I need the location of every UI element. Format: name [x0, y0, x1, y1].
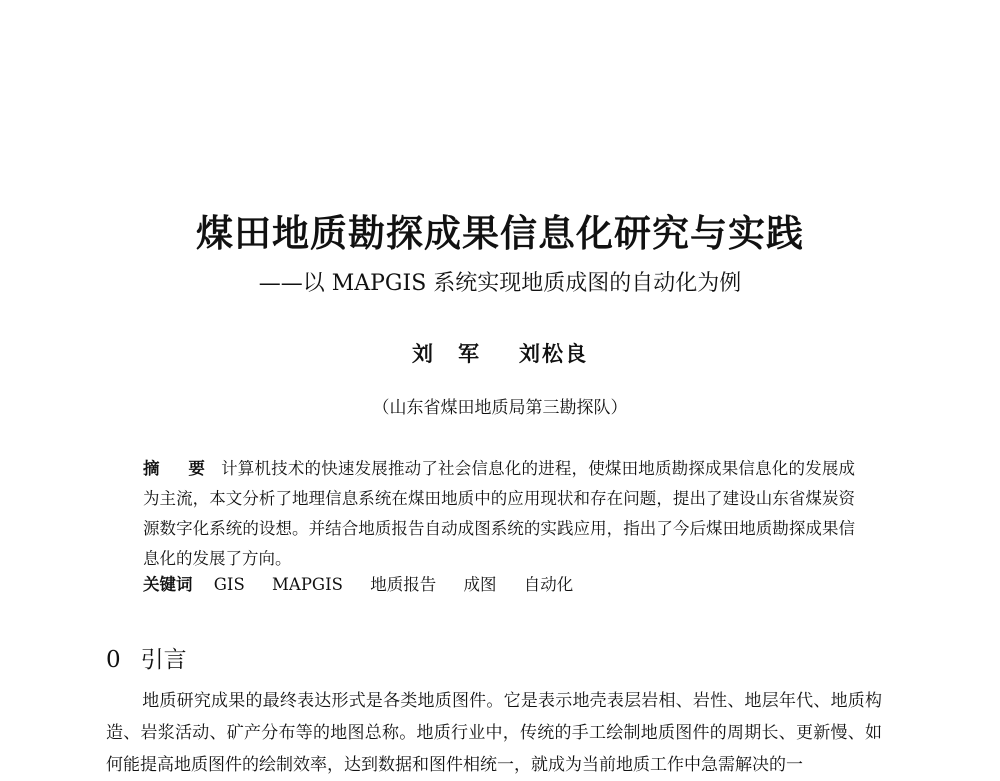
- author-list: [0, 338, 1000, 368]
- paper-subtitle: ——以 MAPGIS 系统实现地质成图的自动化为例: [258, 271, 742, 296]
- section-title: 引言: [140, 647, 187, 673]
- keywords: [143, 571, 595, 595]
- keyword-item: 地质报告: [370, 575, 437, 594]
- abstract: [143, 454, 855, 574]
- keyword-item: 自动化: [523, 575, 574, 594]
- keyword-item: 成图: [463, 575, 497, 594]
- section-heading: [106, 641, 187, 674]
- paper-title: 煤田地质勘探成果信息化研究与实践: [196, 211, 804, 255]
- body-paragraph: [106, 685, 882, 781]
- keywords-label: 关键词: [143, 575, 193, 594]
- section-number: 0: [106, 647, 121, 673]
- keyword-item: GIS: [213, 575, 245, 594]
- author-name: 刘松良: [519, 341, 588, 366]
- abstract-text: 计算机技术的快速发展推动了社会信息化的进程，使煤田地质勘探成果信息化的发展成为主流，本文分析了地理信息系统在煤田地质中的应用现状和存在问题，提出了建设山东省煤炭资源数字化系统的设想。并结合地质报告自动成图系统的实践应用，指出了今后煤田地质勘探成果信息化的发展了方向。: [143, 459, 855, 568]
- keyword-item: MAPGIS: [272, 575, 343, 594]
- author-affiliation: （山东省煤田地质局第三勘探队）: [372, 398, 628, 418]
- author-name: 刘 军: [412, 341, 481, 366]
- abstract-label: 摘 要: [143, 459, 212, 478]
- body-paragraph-text: 地质研究成果的最终表达形式是各类地质图件。它是表示地壳表层岩相、岩性、地层年代、地质构造、岩浆活动、矿产分布等的地图总称。地质行业中，传统的手工绘制地质图件的周期长、更新慢、如何能提高地质图件的绘制效率，达到数据和图件相统一，就成为当前地质工作中急需解决的一: [106, 691, 882, 775]
